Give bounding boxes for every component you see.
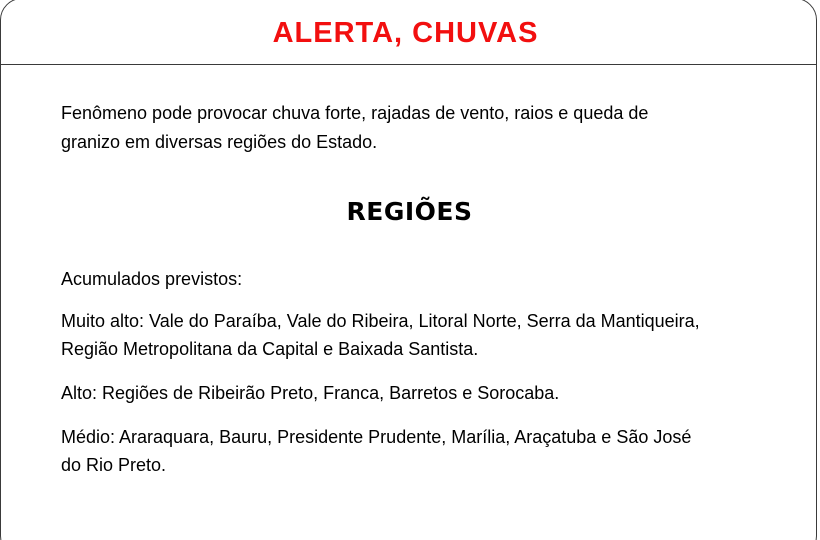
alert-header [1, 0, 816, 65]
regions-heading: REGIÕES [346, 197, 473, 226]
medium-regions: Médio: Araraquara, Bauru, Presidente Prudente, Marília, Araçatuba e São José do Rio Preto. [61, 427, 692, 475]
forecast-list [61, 265, 701, 495]
high-regions: Alto: Regiões de Ribeirão Preto, Franca, Barretos e Sorocaba. [61, 383, 560, 403]
very-high-regions: Muito alto: Vale do Paraíba, Vale do Ribeira, Litoral Norte, Serra da Mantiqueira, Região Metropolitana da Capital e Baixada Santista. [61, 311, 700, 359]
accumulated-label: Acumulados previstos: [61, 269, 243, 289]
alert-title: ALERTA, CHUVAS [272, 16, 539, 49]
intro-paragraph: Fenômeno pode provocar chuva forte, rajadas de vento, raios e queda de granizo em diversas regiões do Estado. [61, 103, 649, 152]
alert-content [61, 99, 701, 475]
